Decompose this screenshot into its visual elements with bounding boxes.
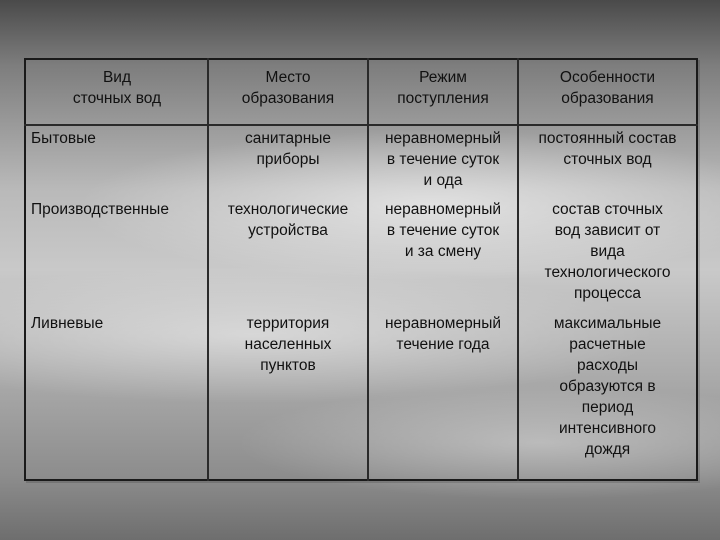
- cell-features: [518, 311, 697, 480]
- cell-line: неравномерный: [384, 315, 502, 332]
- header-line: Режим: [419, 69, 467, 86]
- cell-line: процесса: [573, 285, 642, 302]
- table-row: [25, 311, 697, 480]
- cell-line: течение года: [396, 336, 490, 353]
- header-line: Особенности: [559, 69, 656, 86]
- cell-line: период: [581, 399, 634, 416]
- cell-line: постоянный состав: [538, 130, 677, 147]
- cell-line: состав сточных: [552, 201, 663, 218]
- header-line: Вид: [102, 69, 132, 86]
- header-cell-place: [208, 59, 368, 125]
- cell-place: [208, 197, 368, 311]
- cell-line: расходы: [576, 357, 639, 374]
- cell-text: Производственные: [31, 201, 169, 218]
- cell-type: [25, 197, 208, 311]
- header-cell-features: [518, 59, 697, 125]
- header-cell-type: [25, 59, 208, 125]
- cell-line: в течение суток: [386, 151, 500, 168]
- cell-line: технологического: [544, 264, 671, 281]
- cell-regime: [368, 197, 518, 311]
- cell-line: в течение суток: [386, 222, 500, 239]
- header-cell-regime: [368, 59, 518, 125]
- cell-line: приборы: [256, 151, 320, 168]
- cell-line: устройства: [248, 222, 328, 239]
- cell-line: территория: [246, 315, 330, 332]
- cell-line: расчетные: [569, 336, 646, 353]
- cell-line: интенсивного: [558, 420, 657, 437]
- table-row: [25, 197, 697, 311]
- cell-features: [518, 197, 697, 311]
- cell-type: [25, 125, 208, 197]
- header-line: образования: [241, 90, 335, 107]
- cell-line: и ода: [423, 172, 463, 189]
- header-line: сточных вод: [72, 90, 162, 107]
- cell-type: [25, 311, 208, 480]
- cell-line: пунктов: [260, 357, 316, 374]
- cell-line: населенных: [244, 336, 332, 353]
- cell-text: Ливневые: [31, 315, 104, 332]
- cell-regime: [368, 125, 518, 197]
- cell-features: [518, 125, 697, 197]
- header-line: Место: [265, 69, 311, 86]
- cell-line: санитарные: [244, 130, 332, 147]
- cell-line: дождя: [584, 441, 631, 458]
- cell-line: образуются в: [559, 378, 656, 395]
- table-header-row: [25, 59, 697, 125]
- cell-line: неравномерный: [384, 130, 502, 147]
- cell-line: неравномерный: [384, 201, 502, 218]
- cell-line: вод зависит от: [554, 222, 661, 239]
- cell-text: Бытовые: [31, 130, 96, 147]
- cell-line: вида: [590, 243, 625, 260]
- table-row: [25, 125, 697, 197]
- cell-line: и за смену: [404, 243, 482, 260]
- cell-line: сточных вод: [563, 151, 652, 168]
- wastewater-table: [24, 58, 698, 481]
- cell-line: технологические: [227, 201, 349, 218]
- cell-place: [208, 125, 368, 197]
- header-line: образования: [561, 90, 654, 107]
- header-line: поступления: [397, 90, 489, 107]
- cell-line: максимальные: [553, 315, 662, 332]
- cell-place: [208, 311, 368, 480]
- cell-regime: [368, 311, 518, 480]
